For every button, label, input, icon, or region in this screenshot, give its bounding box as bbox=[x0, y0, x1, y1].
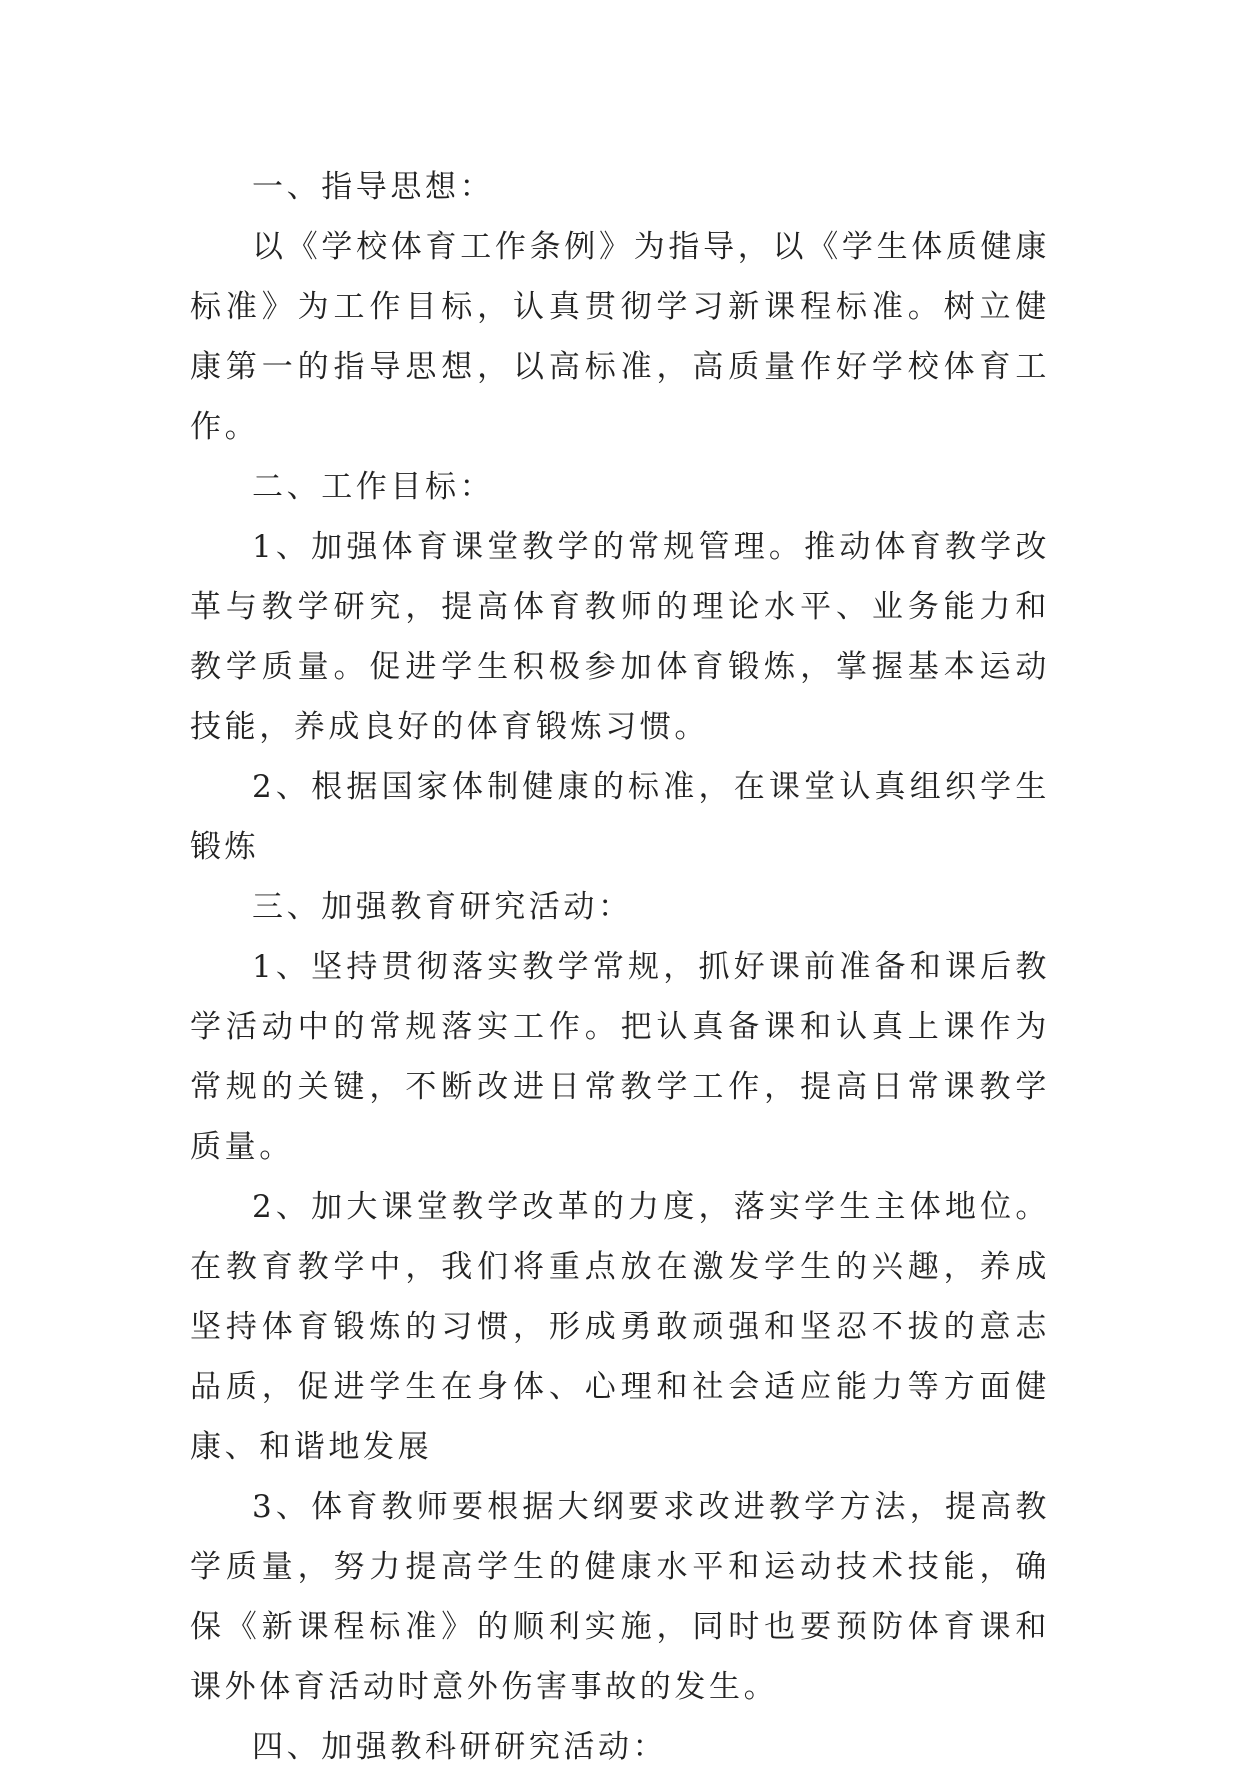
paragraph-goal-1: 1、加强体育课堂教学的常规管理。推动体育教学改革与教学研究，提高体育教师的理论水平、业务能力和教学质量。促进学生积极参加体育锻炼，掌握基本运动技能，养成良好的体育锻炼习惯。 bbox=[190, 529, 1050, 745]
paragraph-research-1: 1、坚持贯彻落实教学常规，抓好课前准备和课后教学活动中的常规落实工作。把认真备课和认真上课作为常规的关键，不断改进日常教学工作，提高日常课教学质量。 bbox=[190, 949, 1050, 1165]
section-heading-work-goals: 二、工作目标： bbox=[252, 469, 495, 505]
paragraph-research-3: 3、体育教师要根据大纲要求改进教学方法，提高教学质量，努力提高学生的健康水平和运动技术技能，确保《新课程标准》的顺利实施，同时也要预防体育课和课外体育活动时意外伤害事故的发生。 bbox=[190, 1489, 1050, 1705]
paragraph-guiding-ideology: 以《学校体育工作条例》为指导，以《学生体质健康标准》为工作目标，认真贯彻学习新课程标准。树立健康第一的指导思想，以高标准，高质量作好学校体育工作。 bbox=[190, 229, 1050, 445]
section-heading-teaching-research: 四、加强教科研研究活动： bbox=[252, 1729, 668, 1765]
section-heading-guiding-ideology: 一、指导思想： bbox=[252, 169, 495, 205]
paragraph-research-2: 2、加大课堂教学改革的力度，落实学生主体地位。在教育教学中，我们将重点放在激发学生的兴趣，养成坚持体育锻炼的习惯，形成勇敢顽强和坚忍不拔的意志品质，促进学生在身体、心理和社会适应能力等方面健康、和谐地发展 bbox=[190, 1189, 1050, 1465]
paragraph-goal-2: 2、根据国家体制健康的标准，在课堂认真组织学生锻炼 bbox=[190, 769, 1050, 865]
section-heading-education-research: 三、加强教育研究活动： bbox=[252, 889, 633, 925]
document-body bbox=[190, 157, 1050, 1777]
